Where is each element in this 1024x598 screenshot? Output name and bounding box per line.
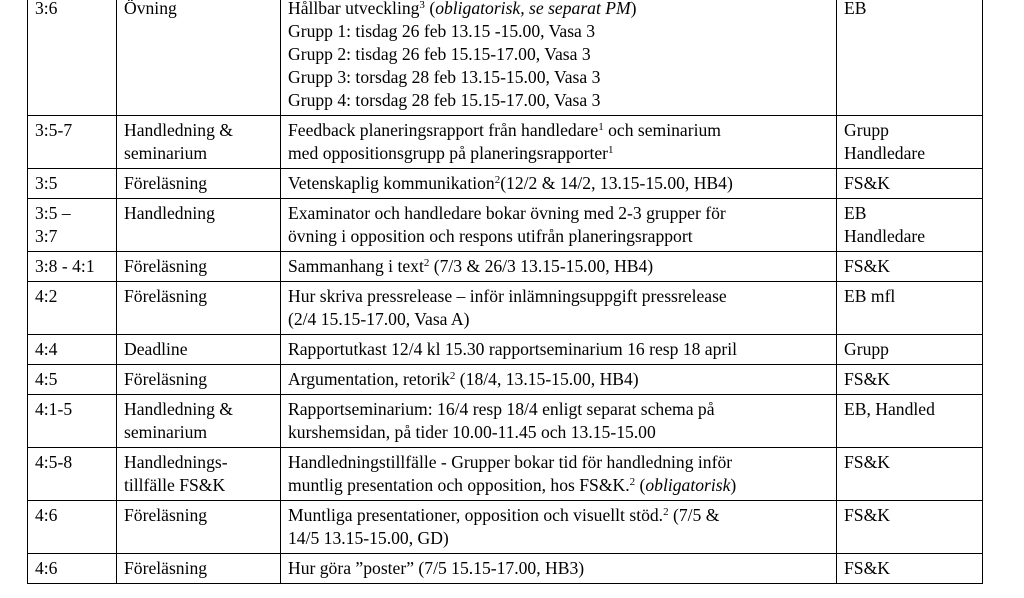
- week-text: 3:5: [35, 173, 58, 193]
- table-row: [28, 448, 983, 501]
- week-text: 3:8 - 4:1: [35, 256, 95, 276]
- week-cell: [28, 116, 117, 169]
- footnote-marker: 1: [608, 144, 614, 156]
- activity-type-cell: [117, 395, 281, 448]
- week-cell: [28, 335, 117, 365]
- responsible-cell: [837, 501, 983, 554]
- description-text: 14/5 13.15-15.00, GD): [288, 528, 449, 548]
- description-line: [288, 119, 828, 142]
- week-cell: [28, 0, 117, 116]
- responsible-cell: [837, 365, 983, 395]
- activity-type-cell: [117, 116, 281, 169]
- description-cell: [281, 199, 837, 252]
- description-text: Rapportseminarium: 16/4 resp 18/4 enligt separat schema på: [288, 399, 715, 419]
- description-cell: [281, 448, 837, 501]
- description-text: (18/4, 13.15-15.00, HB4): [455, 369, 639, 389]
- description-line: [288, 368, 828, 391]
- description-text: muntlig presentation och opposition, hos FS&K.: [288, 475, 630, 495]
- week-cell: [28, 169, 117, 199]
- activity-type-cell: [117, 282, 281, 335]
- activity-type-text: Föreläsning: [124, 173, 208, 193]
- description-cell: [281, 116, 837, 169]
- description-text: Sammanhang i text: [288, 256, 424, 276]
- activity-type-cell: [117, 335, 281, 365]
- footnote-marker: 2: [663, 506, 669, 518]
- description-text: Grupp 1: tisdag 26 feb 13.15 -15.00, Vasa 3: [288, 21, 596, 41]
- activity-type-text: seminarium: [124, 143, 208, 163]
- week-cell: [28, 395, 117, 448]
- responsible-cell: [837, 116, 983, 169]
- responsible-cell: [837, 282, 983, 335]
- footnote-marker: 2: [423, 257, 430, 269]
- description-line: [288, 451, 828, 474]
- week-cell: [28, 282, 117, 335]
- responsible-cell: [837, 448, 983, 501]
- responsible-text: Handledare: [844, 143, 926, 163]
- week-text: 4:6: [35, 558, 58, 578]
- activity-type-cell: [117, 554, 281, 584]
- description-text: Handledningstillfälle - Grupper bokar tid för handledning inför: [288, 452, 733, 472]
- description-text: och seminarium: [603, 120, 721, 140]
- week-cell: [28, 365, 117, 395]
- description-cell: [281, 169, 837, 199]
- description-cell: [281, 282, 837, 335]
- responsible-cell: [837, 169, 983, 199]
- description-text: Muntliga presentationer, opposition och visuellt stöd.: [288, 505, 664, 525]
- footnote-marker: 2: [494, 174, 501, 186]
- week-cell: [28, 554, 117, 584]
- description-emphasis: obligatorisk, se separat PM: [435, 0, 631, 18]
- responsible-text: Grupp: [844, 339, 889, 359]
- description-line: [288, 0, 828, 20]
- description-line: [288, 66, 828, 89]
- description-text: (12/2 & 14/2, 13.15-15.00, HB4): [500, 173, 733, 193]
- description-line: [288, 20, 828, 43]
- table-row: [28, 335, 983, 365]
- description-cell: [281, 395, 837, 448]
- description-text: Examinator och handledare bokar övning med 2-3 grupper för: [288, 203, 726, 223]
- responsible-text: FS&K: [844, 256, 890, 276]
- table-row: [28, 252, 983, 282]
- responsible-text: Grupp: [844, 120, 889, 140]
- description-text: kurshemsidan, på tider 10.00-11.45 och 13.15-15.00: [288, 422, 656, 442]
- responsible-text: FS&K: [844, 173, 890, 193]
- week-text: 4:6: [35, 505, 58, 525]
- description-line: [288, 142, 828, 165]
- description-cell: [281, 365, 837, 395]
- activity-type-text: Handledning &: [124, 399, 233, 419]
- table-row: [28, 199, 983, 252]
- description-text: ): [730, 475, 737, 495]
- responsible-cell: [837, 395, 983, 448]
- activity-type-cell: [117, 448, 281, 501]
- activity-type-text: Föreläsning: [124, 286, 208, 306]
- footnote-marker: 2: [449, 370, 456, 382]
- table-row: [28, 395, 983, 448]
- description-line: [288, 89, 828, 112]
- responsible-text: FS&K: [844, 505, 890, 525]
- table-row: [28, 0, 983, 116]
- description-line: [288, 225, 828, 248]
- description-line: [288, 474, 828, 497]
- table-row: [28, 365, 983, 395]
- description-line: [288, 202, 828, 225]
- week-text: 4:5-8: [35, 452, 73, 472]
- responsible-text: EB: [844, 203, 867, 223]
- week-cell: [28, 252, 117, 282]
- activity-type-text: seminarium: [124, 422, 208, 442]
- description-cell: [281, 0, 837, 116]
- description-text: Grupp 4: torsdag 28 feb 15.15-17.00, Vasa 3: [288, 90, 601, 110]
- description-text: (7/3 & 26/3 13.15-15.00, HB4): [429, 256, 654, 276]
- activity-type-text: Föreläsning: [124, 256, 208, 276]
- responsible-cell: [837, 0, 983, 116]
- week-text: 4:1-5: [35, 399, 73, 419]
- week-text: 3:5 –: [35, 203, 71, 223]
- description-line: [288, 43, 828, 66]
- description-line: [288, 338, 828, 361]
- footnote-marker: 3: [419, 0, 425, 11]
- description-cell: [281, 501, 837, 554]
- responsible-cell: [837, 252, 983, 282]
- description-text: Rapportutkast 12/4 kl 15.30 rapportseminarium 16 resp 18 april: [288, 339, 738, 359]
- description-line: [288, 255, 828, 278]
- description-cell: [281, 554, 837, 584]
- week-text: 4:2: [35, 286, 58, 306]
- responsible-cell: [837, 335, 983, 365]
- description-text: övning i opposition och respons utifrån planeringsrapport: [288, 226, 693, 246]
- week-text: 3:6: [35, 0, 58, 18]
- description-text: Hur göra ”poster” (7/5 15.15-17.00, HB3): [288, 558, 585, 578]
- table-row: [28, 169, 983, 199]
- description-text: ): [630, 0, 637, 18]
- activity-type-text: Handledning &: [124, 120, 233, 140]
- activity-type-cell: [117, 169, 281, 199]
- description-text: (: [635, 475, 646, 495]
- description-text: Feedback planeringsrapport från handledare: [288, 120, 599, 140]
- description-cell: [281, 335, 837, 365]
- responsible-cell: [837, 554, 983, 584]
- description-text: (: [424, 0, 436, 18]
- description-cell: [281, 252, 837, 282]
- activity-type-text: Övning: [124, 0, 177, 18]
- responsible-text: EB, Handled: [844, 399, 935, 419]
- description-line: [288, 285, 828, 308]
- schedule-table-body: [28, 0, 983, 584]
- week-cell: [28, 501, 117, 554]
- activity-type-text: tillfälle FS&K: [124, 475, 226, 495]
- table-row: [28, 501, 983, 554]
- description-line: [288, 172, 828, 195]
- description-text: (7/5 &: [668, 505, 720, 525]
- description-text: Grupp 3: torsdag 28 feb 13.15-15.00, Vasa 3: [288, 67, 601, 87]
- activity-type-cell: [117, 199, 281, 252]
- activity-type-cell: [117, 365, 281, 395]
- week-cell: [28, 199, 117, 252]
- activity-type-text: Föreläsning: [124, 369, 208, 389]
- responsible-text: FS&K: [844, 558, 890, 578]
- description-line: [288, 308, 828, 331]
- footnote-marker: 2: [629, 476, 636, 488]
- week-text: 4:5: [35, 369, 58, 389]
- week-text: 3:5-7: [35, 120, 73, 140]
- description-line: [288, 557, 828, 580]
- description-text: med oppositionsgrupp på planeringsrapporter: [288, 143, 609, 163]
- activity-type-text: Föreläsning: [124, 505, 208, 525]
- responsible-text: EB mfl: [844, 286, 896, 306]
- activity-type-text: Handledning: [124, 203, 215, 223]
- description-line: [288, 398, 828, 421]
- week-cell: [28, 448, 117, 501]
- responsible-text: FS&K: [844, 452, 890, 472]
- week-text: 4:4: [35, 339, 58, 359]
- responsible-text: FS&K: [844, 369, 890, 389]
- activity-type-cell: [117, 501, 281, 554]
- activity-type-text: Deadline: [124, 339, 188, 359]
- week-text: 3:7: [35, 226, 58, 246]
- description-text: (2/4 15.15-17.00, Vasa A): [288, 309, 470, 329]
- description-line: [288, 421, 828, 444]
- description-emphasis: obligatorisk: [645, 475, 731, 495]
- activity-type-text: Handlednings-: [124, 452, 228, 472]
- description-text: Hållbar utveckling: [288, 0, 420, 18]
- table-row: [28, 554, 983, 584]
- description-text: Argumentation, retorik: [288, 369, 450, 389]
- responsible-text: Handledare: [844, 226, 926, 246]
- footnote-marker: 1: [598, 121, 604, 133]
- description-line: [288, 527, 828, 550]
- activity-type-cell: [117, 252, 281, 282]
- activity-type-cell: [117, 0, 281, 116]
- description-text: Vetenskaplig kommunikation: [288, 173, 495, 193]
- table-row: [28, 282, 983, 335]
- activity-type-text: Föreläsning: [124, 558, 208, 578]
- description-text: Hur skriva pressrelease – inför inlämningsuppgift pressrelease: [288, 286, 727, 306]
- description-text: Grupp 2: tisdag 26 feb 15.15-17.00, Vasa 3: [288, 44, 591, 64]
- table-row: [28, 116, 983, 169]
- schedule-table: [27, 0, 983, 584]
- responsible-text: EB: [844, 0, 867, 18]
- responsible-cell: [837, 199, 983, 252]
- description-line: [288, 504, 828, 527]
